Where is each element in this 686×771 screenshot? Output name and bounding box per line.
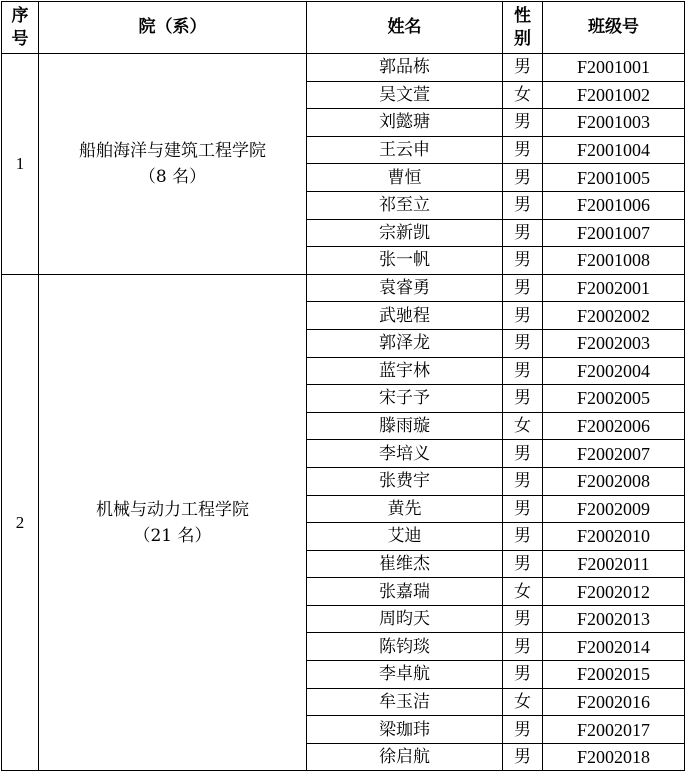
student-class-no-cell: F2001002 <box>543 81 685 109</box>
student-name-cell: 武驰程 <box>307 302 503 330</box>
student-gender-cell: 男 <box>503 495 543 523</box>
student-name-cell: 李培义 <box>307 440 503 468</box>
student-class-no-cell: F2002015 <box>543 661 685 689</box>
student-gender-cell: 男 <box>503 219 543 247</box>
student-gender-cell: 男 <box>503 661 543 689</box>
student-class-no-cell: F2002003 <box>543 329 685 357</box>
student-name-cell: 崔维杰 <box>307 550 503 578</box>
header-college: 院（系） <box>39 2 307 54</box>
student-name-cell: 张费宇 <box>307 467 503 495</box>
student-gender-cell: 男 <box>503 743 543 771</box>
student-class-no-cell: F2002005 <box>543 385 685 413</box>
student-name-cell: 张嘉瑞 <box>307 578 503 606</box>
college-name: 机械与动力工程学院 <box>96 499 249 520</box>
student-class-no-cell: F2002008 <box>543 467 685 495</box>
student-class-no-cell: F2001008 <box>543 247 685 275</box>
student-gender-cell: 男 <box>503 247 543 275</box>
student-gender-cell: 男 <box>503 136 543 164</box>
student-name-cell: 陈钧琰 <box>307 633 503 661</box>
student-class-no-cell: F2002018 <box>543 743 685 771</box>
student-gender-cell: 男 <box>503 440 543 468</box>
student-name-cell: 祁至立 <box>307 191 503 219</box>
student-gender-cell: 男 <box>503 164 543 192</box>
student-class-no-cell: F2002016 <box>543 688 685 716</box>
student-class-no-cell: F2001001 <box>543 54 685 82</box>
student-name-cell: 刘懿瑭 <box>307 109 503 137</box>
student-gender-cell: 男 <box>503 109 543 137</box>
header-class-no: 班级号 <box>543 2 685 54</box>
college-name: 船舶海洋与建筑工程学院 <box>79 140 266 161</box>
student-gender-cell: 女 <box>503 412 543 440</box>
student-name-cell: 梁珈玮 <box>307 716 503 744</box>
student-class-no-cell: F2002007 <box>543 440 685 468</box>
student-class-no-cell: F2001004 <box>543 136 685 164</box>
student-name-cell: 王云申 <box>307 136 503 164</box>
student-class-no-cell: F2002001 <box>543 274 685 302</box>
student-name-cell: 滕雨璇 <box>307 412 503 440</box>
student-gender-cell: 男 <box>503 302 543 330</box>
student-class-no-cell: F2002002 <box>543 302 685 330</box>
student-name-cell: 宗新凯 <box>307 219 503 247</box>
student-gender-cell: 男 <box>503 357 543 385</box>
college-count: （21 名） <box>133 525 212 546</box>
student-class-no-cell: F2002013 <box>543 605 685 633</box>
college-count: （8 名） <box>138 166 207 187</box>
student-class-no-cell: F2002014 <box>543 633 685 661</box>
student-class-no-cell: F2002006 <box>543 412 685 440</box>
student-gender-cell: 女 <box>503 578 543 606</box>
student-name-cell: 李卓航 <box>307 661 503 689</box>
header-seq: 序 号 <box>2 2 39 54</box>
group-seq-cell: 1 <box>2 54 39 275</box>
student-gender-cell: 女 <box>503 81 543 109</box>
student-class-no-cell: F2002017 <box>543 716 685 744</box>
student-name-cell: 艾迪 <box>307 523 503 551</box>
roster-body <box>2 54 685 771</box>
student-class-no-cell: F2002004 <box>543 357 685 385</box>
student-class-no-cell: F2001006 <box>543 191 685 219</box>
student-name-cell: 曹恒 <box>307 164 503 192</box>
student-class-no-cell: F2001005 <box>543 164 685 192</box>
student-name-cell: 张一帆 <box>307 247 503 275</box>
header-gender: 性 别 <box>503 2 543 54</box>
student-name-cell: 宋子予 <box>307 385 503 413</box>
header-name: 姓名 <box>307 2 503 54</box>
student-class-no-cell: F2002009 <box>543 495 685 523</box>
student-name-cell: 徐启航 <box>307 743 503 771</box>
student-class-no-cell: F2002010 <box>543 523 685 551</box>
student-gender-cell: 男 <box>503 385 543 413</box>
student-gender-cell: 男 <box>503 329 543 357</box>
student-class-no-cell: F2002011 <box>543 550 685 578</box>
student-name-cell: 周昀天 <box>307 605 503 633</box>
student-name-cell: 郭品栋 <box>307 54 503 82</box>
student-gender-cell: 男 <box>503 633 543 661</box>
student-name-cell: 蓝宇林 <box>307 357 503 385</box>
student-gender-cell: 男 <box>503 274 543 302</box>
student-gender-cell: 男 <box>503 523 543 551</box>
student-class-no-cell: F2001007 <box>543 219 685 247</box>
table-row <box>2 54 685 82</box>
student-gender-cell: 男 <box>503 467 543 495</box>
group-seq-cell: 2 <box>2 274 39 771</box>
student-gender-cell: 男 <box>503 716 543 744</box>
student-roster-table <box>1 1 685 771</box>
student-gender-cell: 男 <box>503 550 543 578</box>
student-gender-cell: 男 <box>503 191 543 219</box>
table-row <box>2 274 685 302</box>
student-name-cell: 郭泽龙 <box>307 329 503 357</box>
student-name-cell: 黄先 <box>307 495 503 523</box>
student-name-cell: 吴文萱 <box>307 81 503 109</box>
student-gender-cell: 女 <box>503 688 543 716</box>
student-name-cell: 袁睿勇 <box>307 274 503 302</box>
student-class-no-cell: F2002012 <box>543 578 685 606</box>
group-college-cell <box>39 274 307 771</box>
header-row <box>2 2 685 54</box>
student-gender-cell: 男 <box>503 605 543 633</box>
student-class-no-cell: F2001003 <box>543 109 685 137</box>
student-name-cell: 牟玉洁 <box>307 688 503 716</box>
student-gender-cell: 男 <box>503 54 543 82</box>
group-college-cell <box>39 54 307 275</box>
